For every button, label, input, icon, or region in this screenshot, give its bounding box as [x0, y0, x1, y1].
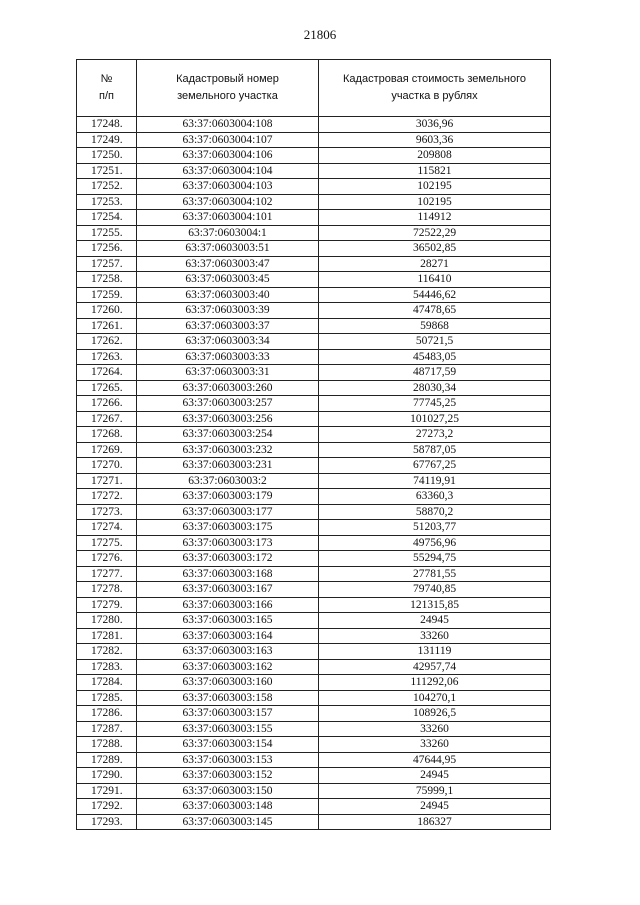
cadastral-number: 63:37:0603003:165: [137, 613, 319, 629]
cadastral-value: 116410: [319, 272, 551, 288]
cadastral-value: 131119: [319, 644, 551, 660]
cadastral-number: 63:37:0603004:101: [137, 210, 319, 226]
cadastral-number: 63:37:0603003:47: [137, 256, 319, 272]
table-row: [77, 334, 551, 350]
cadastral-number: 63:37:0603003:152: [137, 768, 319, 784]
cadastral-value: 209808: [319, 148, 551, 164]
table-row: [77, 489, 551, 505]
table-row: [77, 458, 551, 474]
cadastral-value: 51203,77: [319, 520, 551, 536]
cadastral-value: 186327: [319, 814, 551, 830]
header-number: № п/п: [77, 60, 137, 117]
row-number: 17255.: [77, 225, 137, 241]
table-row: [77, 225, 551, 241]
cadastral-number: 63:37:0603003:172: [137, 551, 319, 567]
row-number: 17270.: [77, 458, 137, 474]
row-number: 17281.: [77, 628, 137, 644]
cadastral-value: 55294,75: [319, 551, 551, 567]
cadastral-number: 63:37:0603003:155: [137, 721, 319, 737]
cadastral-number: 63:37:0603004:1: [137, 225, 319, 241]
row-number: 17268.: [77, 427, 137, 443]
cadastral-number: 63:37:0603004:104: [137, 163, 319, 179]
table-row: [77, 582, 551, 598]
row-number: 17269.: [77, 442, 137, 458]
row-number: 17279.: [77, 597, 137, 613]
cadastral-number: 63:37:0603003:254: [137, 427, 319, 443]
cadastral-value: 59868: [319, 318, 551, 334]
cadastral-number: 63:37:0603003:232: [137, 442, 319, 458]
row-number: 17257.: [77, 256, 137, 272]
table-row: [77, 210, 551, 226]
cadastral-value: 111292,06: [319, 675, 551, 691]
row-number: 17273.: [77, 504, 137, 520]
cadastral-number: 63:37:0603003:168: [137, 566, 319, 582]
cadastral-number: 63:37:0603003:154: [137, 737, 319, 753]
table-row: [77, 132, 551, 148]
cadastral-number: 63:37:0603003:160: [137, 675, 319, 691]
cadastral-value: 72522,29: [319, 225, 551, 241]
table-row: [77, 349, 551, 365]
row-number: 17253.: [77, 194, 137, 210]
row-number: 17259.: [77, 287, 137, 303]
row-number: 17271.: [77, 473, 137, 489]
cadastral-value: 102195: [319, 194, 551, 210]
row-number: 17260.: [77, 303, 137, 319]
table-row: [77, 256, 551, 272]
table-row: [77, 566, 551, 582]
table-row: [77, 535, 551, 551]
row-number: 17267.: [77, 411, 137, 427]
cadastral-value: 27273,2: [319, 427, 551, 443]
cadastral-number: 63:37:0603003:166: [137, 597, 319, 613]
table-row: [77, 411, 551, 427]
cadastral-number: 63:37:0603003:2: [137, 473, 319, 489]
row-number: 17265.: [77, 380, 137, 396]
cadastral-value: 33260: [319, 737, 551, 753]
cadastral-number: 63:37:0603003:231: [137, 458, 319, 474]
row-number: 17288.: [77, 737, 137, 753]
table-row: [77, 380, 551, 396]
cadastral-number: 63:37:0603004:106: [137, 148, 319, 164]
row-number: 17272.: [77, 489, 137, 505]
cadastral-value: 101027,25: [319, 411, 551, 427]
cadastral-number: 63:37:0603003:157: [137, 706, 319, 722]
table-row: [77, 194, 551, 210]
row-number: 17293.: [77, 814, 137, 830]
row-number: 17250.: [77, 148, 137, 164]
cadastral-value: 63360,3: [319, 489, 551, 505]
page-number: 21806: [303, 27, 337, 42]
row-number: 17284.: [77, 675, 137, 691]
table-row: [77, 163, 551, 179]
row-number: 17264.: [77, 365, 137, 381]
table-row: [77, 644, 551, 660]
cadastral-value: 50721,5: [319, 334, 551, 350]
cadastral-number: 63:37:0603004:102: [137, 194, 319, 210]
cadastral-number: 63:37:0603003:158: [137, 690, 319, 706]
table-row: [77, 241, 551, 257]
row-number: 17287.: [77, 721, 137, 737]
cadastral-value: 79740,85: [319, 582, 551, 598]
cadastral-number: 63:37:0603003:179: [137, 489, 319, 505]
cadastral-value: 108926,5: [319, 706, 551, 722]
cadastral-value: 48717,59: [319, 365, 551, 381]
cadastral-number: 63:37:0603003:257: [137, 396, 319, 412]
table-body: [77, 117, 551, 830]
row-number: 17290.: [77, 768, 137, 784]
row-number: 17291.: [77, 783, 137, 799]
table-row: [77, 706, 551, 722]
cadastral-number: 63:37:0603003:177: [137, 504, 319, 520]
cadastral-value: 42957,74: [319, 659, 551, 675]
cadastral-value: 9603,36: [319, 132, 551, 148]
cadastral-number: 63:37:0603003:173: [137, 535, 319, 551]
cadastral-value: 24945: [319, 613, 551, 629]
table-row: [77, 799, 551, 815]
table-row: [77, 768, 551, 784]
row-number: 17262.: [77, 334, 137, 350]
cadastral-value: 3036,96: [319, 117, 551, 133]
table-row: [77, 427, 551, 443]
row-number: 17275.: [77, 535, 137, 551]
table-row: [77, 117, 551, 133]
table-row: [77, 272, 551, 288]
table-row: [77, 287, 551, 303]
table-row: [77, 659, 551, 675]
row-number: 17286.: [77, 706, 137, 722]
cadastral-value: 49756,96: [319, 535, 551, 551]
cadastral-value: 33260: [319, 721, 551, 737]
cadastral-value: 45483,05: [319, 349, 551, 365]
table-row: [77, 504, 551, 520]
cadastral-number: 63:37:0603003:260: [137, 380, 319, 396]
row-number: 17278.: [77, 582, 137, 598]
cadastral-number: 63:37:0603003:150: [137, 783, 319, 799]
table-row: [77, 737, 551, 753]
cadastral-value: 28030,34: [319, 380, 551, 396]
cadastral-number: 63:37:0603003:153: [137, 752, 319, 768]
table-row: [77, 690, 551, 706]
cadastral-number: 63:37:0603003:45: [137, 272, 319, 288]
header-cadastral-value: Кадастровая стоимость земельного участка в рублях: [319, 60, 551, 117]
table-row: [77, 442, 551, 458]
cadastral-value: 54446,62: [319, 287, 551, 303]
table-row: [77, 628, 551, 644]
table-row: [77, 473, 551, 489]
cadastral-value: 58870,2: [319, 504, 551, 520]
cadastral-number: 63:37:0603003:51: [137, 241, 319, 257]
cadastral-number: 63:37:0603003:162: [137, 659, 319, 675]
row-number: 17289.: [77, 752, 137, 768]
table-row: [77, 520, 551, 536]
cadastral-number: 63:37:0603003:39: [137, 303, 319, 319]
table-row: [77, 675, 551, 691]
row-number: 17254.: [77, 210, 137, 226]
row-number: 17283.: [77, 659, 137, 675]
cadastral-number: 63:37:0603004:108: [137, 117, 319, 133]
table-row: [77, 613, 551, 629]
row-number: 17266.: [77, 396, 137, 412]
table-row: [77, 752, 551, 768]
table-row: [77, 396, 551, 412]
cadastral-value: 102195: [319, 179, 551, 195]
row-number: 17274.: [77, 520, 137, 536]
table-row: [77, 783, 551, 799]
row-number: 17276.: [77, 551, 137, 567]
cadastral-number: 63:37:0603003:33: [137, 349, 319, 365]
table-row: [77, 303, 551, 319]
cadastral-value: 24945: [319, 768, 551, 784]
cadastral-number: 63:37:0603003:31: [137, 365, 319, 381]
row-number: 17251.: [77, 163, 137, 179]
table-row: [77, 597, 551, 613]
table-row: [77, 721, 551, 737]
cadastral-value: 47644,95: [319, 752, 551, 768]
cadastral-value: 24945: [319, 799, 551, 815]
cadastral-number: 63:37:0603003:164: [137, 628, 319, 644]
cadastral-number: 63:37:0603003:256: [137, 411, 319, 427]
row-number: 17263.: [77, 349, 137, 365]
cadastral-value: 114912: [319, 210, 551, 226]
cadastral-value: 121315,85: [319, 597, 551, 613]
cadastral-number: 63:37:0603004:103: [137, 179, 319, 195]
cadastral-number: 63:37:0603004:107: [137, 132, 319, 148]
cadastral-value: 77745,25: [319, 396, 551, 412]
cadastral-number: 63:37:0603003:167: [137, 582, 319, 598]
row-number: 17249.: [77, 132, 137, 148]
cadastral-value: 58787,05: [319, 442, 551, 458]
row-number: 17256.: [77, 241, 137, 257]
row-number: 17261.: [77, 318, 137, 334]
table-row: [77, 551, 551, 567]
row-number: 17248.: [77, 117, 137, 133]
row-number: 17277.: [77, 566, 137, 582]
row-number: 17252.: [77, 179, 137, 195]
table-row: [77, 318, 551, 334]
cadastral-value: 36502,85: [319, 241, 551, 257]
table-row: [77, 179, 551, 195]
cadastral-value: 67767,25: [319, 458, 551, 474]
cadastral-value: 33260: [319, 628, 551, 644]
cadastral-number: 63:37:0603003:163: [137, 644, 319, 660]
cadastral-value: 47478,65: [319, 303, 551, 319]
row-number: 17280.: [77, 613, 137, 629]
row-number: 17258.: [77, 272, 137, 288]
row-number: 17282.: [77, 644, 137, 660]
cadastral-number: 63:37:0603003:145: [137, 814, 319, 830]
cadastral-value: 28271: [319, 256, 551, 272]
cadastral-number: 63:37:0603003:34: [137, 334, 319, 350]
cadastral-value: 104270,1: [319, 690, 551, 706]
cadastral-number: 63:37:0603003:175: [137, 520, 319, 536]
table-row: [77, 148, 551, 164]
table-row: [77, 365, 551, 381]
header-cadastral-number: Кадастровый номер земельного участка: [137, 60, 319, 117]
cadastral-value: 115821: [319, 163, 551, 179]
row-number: 17285.: [77, 690, 137, 706]
table-header-row: [77, 60, 551, 117]
cadastral-value: 74119,91: [319, 473, 551, 489]
cadastral-number: 63:37:0603003:37: [137, 318, 319, 334]
row-number: 17292.: [77, 799, 137, 815]
cadastral-value: 75999,1: [319, 783, 551, 799]
cadastral-value-table: [76, 59, 551, 830]
cadastral-number: 63:37:0603003:40: [137, 287, 319, 303]
cadastral-number: 63:37:0603003:148: [137, 799, 319, 815]
cadastral-value: 27781,55: [319, 566, 551, 582]
table-row: [77, 814, 551, 830]
